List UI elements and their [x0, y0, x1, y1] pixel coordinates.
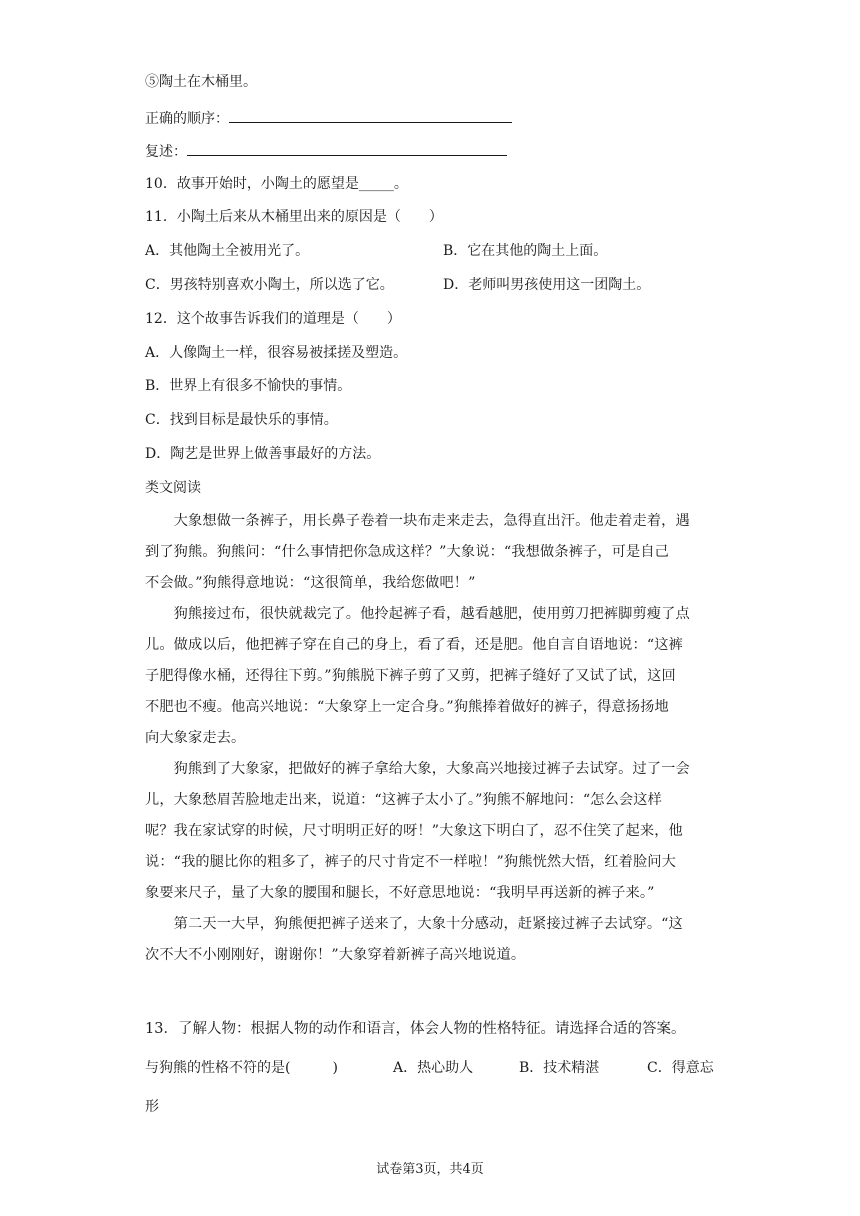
page-footer: 试卷第3页，共4页 — [376, 1162, 484, 1177]
passage-line: 第二天一大早，狗熊便把裤子送来了，大象十分感动，赶紧接过裤子去试穿。“这 — [145, 916, 683, 932]
passage-line: 狗熊接过布，很快就裁完了。他拎起裤子看，越看越肥，使用剪刀把裤脚剪瘦了点 — [145, 606, 690, 622]
q12-option-b: B．世界上有很多不愉快的事情。 — [145, 378, 352, 394]
passage-line: 呢？我在家试穿的时候，尺寸明明正好的呀！”大象这下明白了，忍不住笑了起来，他 — [145, 823, 683, 839]
passage-line: 次不大不小刚刚好，谢谢你！”大象穿着新裤子高兴地说道。 — [145, 947, 526, 963]
passage-line: 大象想做一条裤子，用长鼻子卷着一块布走来走去，急得直出汗。他走着走着，遇 — [145, 513, 690, 529]
passage-line: 不会做。”狗熊得意地说：“这很简单，我给您做吧！” — [145, 575, 476, 591]
question-10: 10．故事开始时，小陶土的愿望是_____。 — [145, 176, 408, 192]
order-answer-line — [145, 108, 512, 129]
passage-line: 子肥得像水桶，还得往下剪。”狗熊脱下裤子剪了又剪，把裤子缝好了又试了试，这回 — [145, 668, 676, 684]
retell-blank[interactable] — [187, 141, 507, 156]
passage-line: 向大象家走去。 — [145, 730, 246, 746]
order-label: 正确的顺序： — [145, 111, 229, 127]
q12-option-d: D．陶艺是世界上做善事最好的方法。 — [145, 446, 381, 462]
passage-line: 狗熊到了大象家，把做好的裤子拿给大象，大象高兴地接过裤子去试穿。过了一会 — [145, 761, 690, 777]
q11-option-a: A．其他陶土全被用光了。 — [145, 243, 310, 259]
question-12: 12．这个故事告诉我们的道理是（ ） — [145, 311, 401, 327]
question-13: 13．了解人物：根据人物的动作和语言，体会人物的性格特征。请选择合适的答案。 — [145, 1021, 686, 1037]
q13-option-c: C．得意忘 — [647, 1060, 714, 1076]
passage-line: 到了狗熊。狗熊问：“什么事情把你急成这样？”大象说：“我想做条裤子，可是自己 — [145, 544, 670, 560]
q11-option-b: B．它在其他的陶土上面。 — [443, 243, 608, 259]
q11-option-c: C．男孩特别喜欢小陶土，所以选了它。 — [145, 277, 394, 293]
passage-line: 不肥也不瘦。他高兴地说：“大象穿上一定合身。”狗熊捧着做好的裤子，得意扬扬地 — [145, 699, 669, 715]
q13-option-a: A．热心助人 — [393, 1060, 474, 1076]
retell-label: 复述： — [145, 144, 187, 160]
q13-stem: 与狗熊的性格不符的是( ) — [145, 1060, 338, 1076]
passage-line: 儿。做成以后，他把裤子穿在自己的身上，看了看，还是肥。他自言自语地说：“这裤 — [145, 637, 683, 653]
q11-option-d: D．老师叫男孩使用这一团陶土。 — [443, 277, 651, 293]
passage-line: 儿，大象愁眉苦脸地走出来，说道：“这裤子太小了。”狗熊不解地问：“怎么会这样 — [145, 792, 662, 808]
story-step-5: ⑤陶土在木桶里。 — [145, 74, 257, 90]
q12-option-c: C．找到目标是最快乐的事情。 — [145, 412, 338, 428]
section-title: 类文阅读 — [145, 480, 201, 496]
q13-option-c-continuation: 形 — [145, 1099, 159, 1115]
q13-option-b: B．技术精湛 — [519, 1060, 600, 1076]
question-11: 11．小陶土后来从木桶里出来的原因是（ ） — [145, 209, 443, 225]
passage-line: 象要来尺子，量了大象的腰围和腿长，不好意思地说：“我明早再送新的裤子来。” — [145, 885, 655, 901]
q12-option-a: A．人像陶土一样，很容易被揉搓及塑造。 — [145, 345, 408, 361]
passage-line: 说：“我的腿比你的粗多了，裤子的尺寸肯定不一样啦！”狗熊恍然大悟，红着脸问大 — [145, 854, 676, 870]
retell-answer-line — [145, 141, 507, 162]
order-blank[interactable] — [229, 108, 512, 123]
